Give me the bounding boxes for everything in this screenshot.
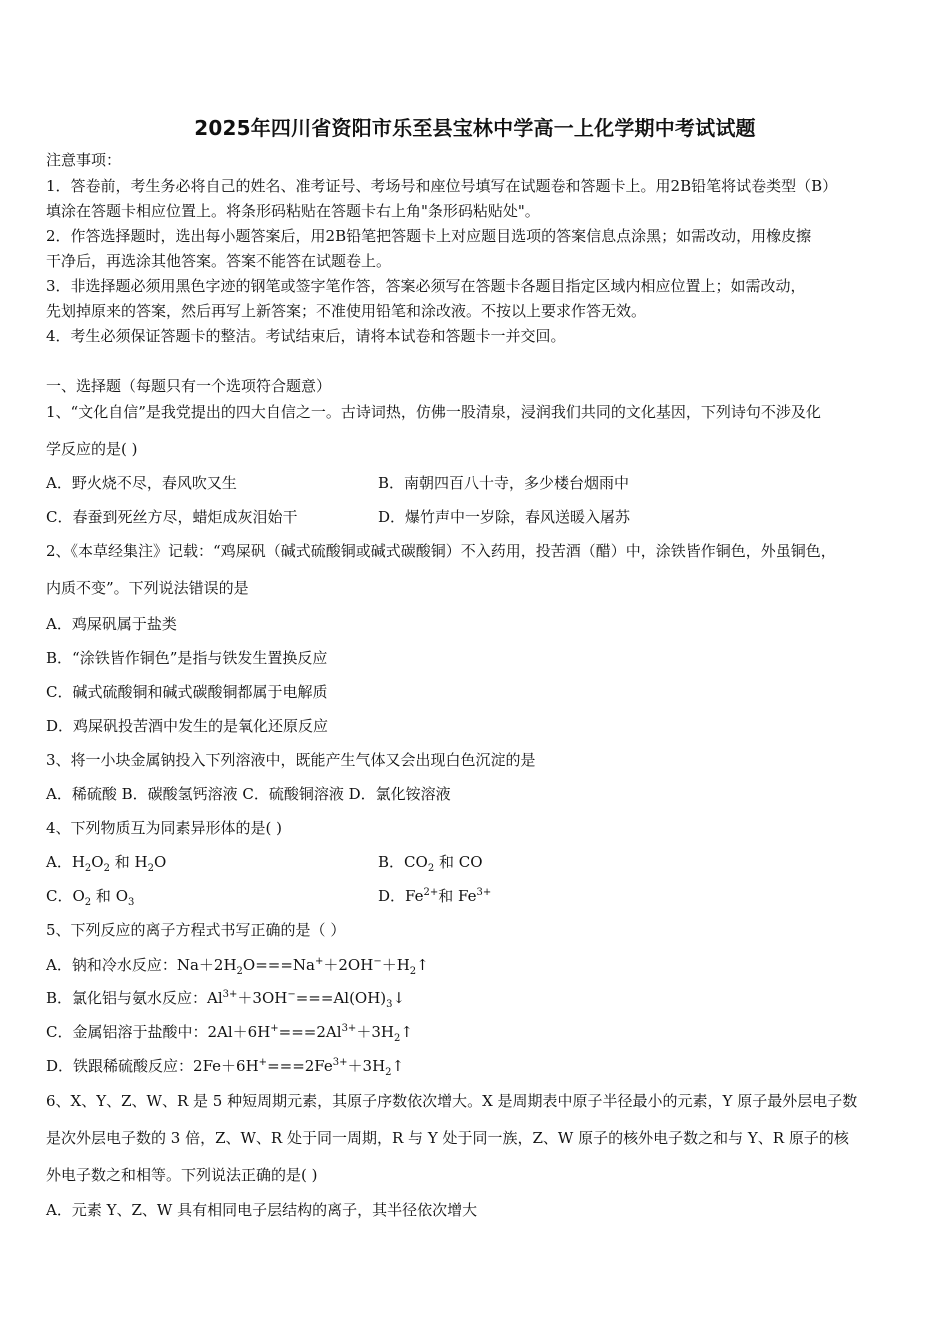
- q2-stem-2: 内质不变”。下列说法错误的是: [46, 579, 249, 597]
- page-title: 2025年四川省资阳市乐至县宝林中学高一上化学期中考试试题: [194, 116, 756, 140]
- q4-option-b: B．$CO_2$ 和 CO: [378, 853, 483, 874]
- q2-option-b: B．“涂铁皆作铜色”是指与铁发生置换反应: [46, 649, 328, 667]
- q1-option-d: D．爆竹声中一岁除，春风送暖入屠苏: [378, 508, 631, 526]
- q6-stem-2: 是次外层电子数的 3 倍，Z、W、R 处于同一周期，R 与 Y 处于同一族，Z、W 原子的核外电子数之和与 Y、R 原子的核: [46, 1129, 849, 1147]
- q6-option-a: A．元素 Y、Z、W 具有相同电子层结构的离子，其半径依次增大: [46, 1201, 478, 1219]
- q1-stem-2: 学反应的是( ): [46, 440, 138, 458]
- notice-line-1: 1．答卷前，考生务必将自己的姓名、准考证号、考场号和座位号填写在试题卷和答题卡上。用2B铅笔将试卷类型（B）: [46, 177, 838, 195]
- notice-line-3: 2．作答选择题时，选出每小题答案后，用2B铅笔把答题卡上对应题目选项的答案信息点涂黑；如需改动，用橡皮擦: [46, 227, 812, 245]
- q1-option-b: B．南朝四百八十寺，多少楼台烟雨中: [378, 474, 630, 492]
- notice-line-2: 填涂在答题卡相应位置上。将条形码粘贴在答题卡右上角"条形码粘贴处"。: [46, 202, 540, 220]
- q6-stem-1: 6、X、Y、Z、W、R 是 5 种短周期元素，其原子序数依次增大。X 是周期表中原子半径最小的元素，Y 原子最外层电子数: [46, 1092, 858, 1110]
- q4-stem: 4、下列物质互为同素异形体的是( ): [46, 819, 283, 837]
- q6-stem-3: 外电子数之和相等。下列说法正确的是( ): [46, 1166, 318, 1184]
- q1-stem-1: 1、“文化自信”是我党提出的四大自信之一。古诗词热，仿佛一股清泉，浸润我们共同的文化基因，下列诗句不涉及化: [46, 403, 821, 421]
- q3-options: A．稀硫酸 B．碳酸氢钙溶液 C．硫酸铜溶液 D．氯化铵溶液: [46, 785, 451, 803]
- notice-heading: 注意事项：: [46, 151, 122, 169]
- notice-line-4: 干净后，再选涂其他答案。答案不能答在试题卷上。: [46, 252, 392, 270]
- notice-line-6: 先划掉原来的答案，然后再写上新答案；不准使用铅笔和涂改液。不按以上要求作答无效。: [46, 302, 647, 320]
- q1-option-a: A．野火烧不尽，春风吹又生: [46, 474, 237, 492]
- q5-option-a: A．钠和冷水反应：$Na+2H_2O===Na^++2OH^-+H_2↑$: [46, 956, 429, 977]
- q4-option-c: C．$O_2$ 和 $O_3$: [46, 887, 135, 908]
- q3-stem: 3、将一小块金属钠投入下列溶液中，既能产生气体又会出现白色沉淀的是: [46, 751, 536, 769]
- q5-stem: 5、下列反应的离子方程式书写正确的是（ ）: [46, 921, 346, 939]
- q5-option-d: D．铁跟稀硫酸反应：$2Fe+6H^+===2Fe^{3+}+3H_2↑$: [46, 1057, 405, 1078]
- q4-option-d: D．$Fe^{2+}$和 $Fe^{3+}$: [378, 887, 492, 905]
- q2-option-d: D．鸡屎矾投苦酒中发生的是氧化还原反应: [46, 717, 329, 735]
- notice-line-5: 3．非选择题必须用黑色字迹的钢笔或签字笔作答，答案必须写在答题卡各题目指定区域内相应位置上；如需改动，: [46, 277, 806, 295]
- q1-option-c: C．春蚕到死丝方尽，蜡炬成灰泪始干: [46, 508, 298, 526]
- notice-line-7: 4．考生必须保证答题卡的整洁。考试结束后，请将本试卷和答题卡一并交回。: [46, 327, 566, 345]
- section-heading: 一、选择题（每题只有一个选项符合题意）: [46, 377, 332, 395]
- q5-option-b: B．氯化铝与氨水反应：$Al^{3+}+3OH^-===Al(OH)_3↓$: [46, 989, 406, 1010]
- q5-option-c: C．金属铝溶于盐酸中：$2Al+6H^+===2Al^{3+}+3H_2↑$: [46, 1023, 413, 1044]
- q2-option-c: C．碱式硫酸铜和碱式碳酸铜都属于电解质: [46, 683, 328, 701]
- q2-stem-1: 2、《本草经集注》记载：“鸡屎矾（碱式硫酸铜或碱式碳酸铜）不入药用，投苦酒（醋）中，涂铁皆作铜色，外虽铜色，: [46, 542, 836, 560]
- q4-option-a: A．$H_2O_2$ 和 $H_2O$: [46, 853, 167, 874]
- q2-option-a: A．鸡屎矾属于盐类: [46, 615, 177, 633]
